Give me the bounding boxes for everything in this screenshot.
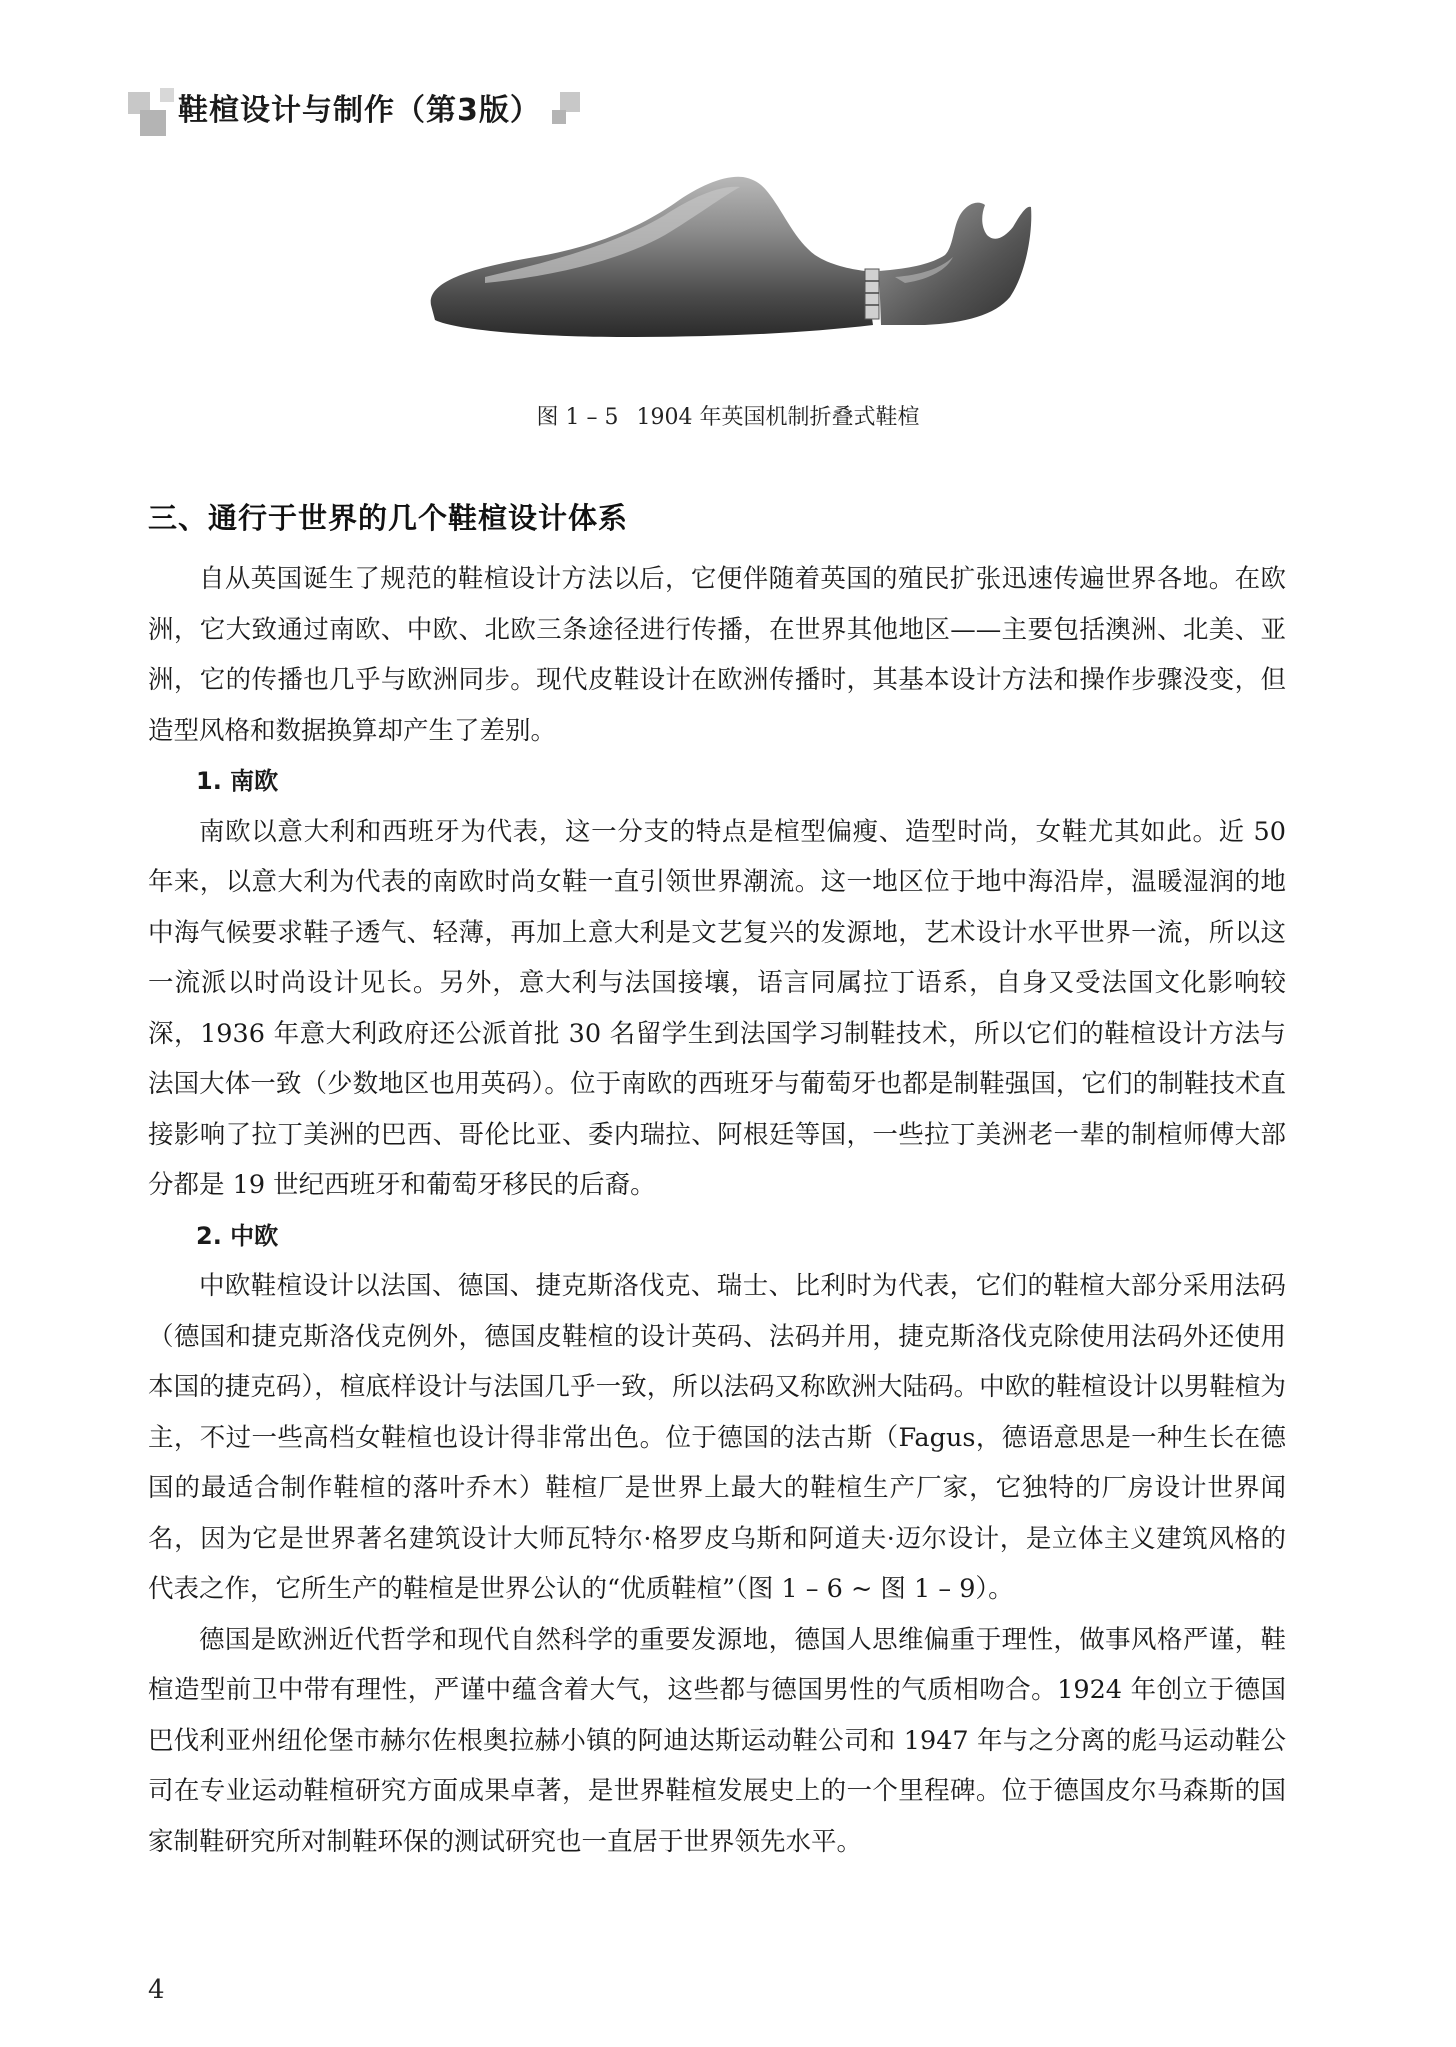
header-decoration [160, 88, 174, 102]
book-title: 鞋楦设计与制作（第3版） [178, 93, 541, 128]
shoe-last-icon [425, 165, 1035, 340]
paragraph-central-europe-1: 中欧鞋楦设计以法国、德国、捷克斯洛伐克、瑞士、比利时为代表，它们的鞋楦大部分采用法码（德国和捷克斯洛伐克例外，德国皮鞋楦的设计英码、法码并用，捷克斯洛伐克除使用法码外还使用本国的捷克码），楦底样设计与法国几乎一致，所以法码又称欧洲大陆码。中欧的鞋楦设计以男鞋楦为主，不过一些高档女鞋楦也设计得非常出色。位于德国的法古斯（Fagus，德语意思是一种生长在德国的最适合制作鞋楦的落叶乔木）鞋楦厂是世界上最大的鞋楦生产厂家，它独特的厂房设计世界闻名，因为它是世界著名建筑设计大师瓦特尔·格罗皮乌斯和阿道夫·迈尔设计，是立体主义建筑风格的代表之作，它所生产的鞋楦是世界公认的“优质鞋楦”（图 1 – 6 ~ 图 1 – 9）。 [148, 1271, 1286, 1604]
figure-caption [0, 400, 1456, 431]
body-text [148, 554, 1286, 1867]
page-number: 4 [148, 1975, 165, 2005]
subsection-heading-central-europe: 2. 中欧 [196, 1221, 279, 1250]
running-header [128, 84, 588, 144]
paragraph-central-europe-2: 德国是欧洲近代哲学和现代自然科学的重要发源地，德国人思维偏重于理性，做事风格严谨，鞋楦造型前卫中带有理性，严谨中蕴含着大气，这些都与德国男性的气质相吻合。1924 年创立于德国巴伐利亚州纽伦堡市赫尔佐根奥拉赫小镇的阿迪达斯运动鞋公司和 1947 年与之分离的彪马运动鞋公司在专业运动鞋楦研究方面成果卓著，是世界鞋楦发展史上的一个里程碑。位于德国皮尔马森斯的国家制鞋研究所对制鞋环保的测试研究也一直居于世界领先水平。 [148, 1624, 1286, 1857]
header-decoration [560, 92, 580, 112]
figure-caption-number: 图 1 – 5 [536, 405, 619, 430]
header-decoration [552, 110, 566, 124]
paragraph-intro: 自从英国诞生了规范的鞋楦设计方法以后，它便伴随着英国的殖民扩张迅速传遍世界各地。在欧洲，它大致通过南欧、中欧、北欧三条途径进行传播，在世界其他地区——主要包括澳洲、北美、亚洲，它的传播也几乎与欧洲同步。现代皮鞋设计在欧洲传播时，其基本设计方法和操作步骤没变，但造型风格和数据换算却产生了差别。 [148, 564, 1286, 746]
figure-caption-text: 1904 年英国机制折叠式鞋楦 [636, 405, 920, 430]
paragraph-south-europe: 南欧以意大利和西班牙为代表，这一分支的特点是楦型偏瘦、造型时尚，女鞋尤其如此。近 50 年来，以意大利为代表的南欧时尚女鞋一直引领世界潮流。这一地区位于地中海沿岸，温暖湿润的地中海气候要求鞋子透气、轻薄，再加上意大利是文艺复兴的发源地，艺术设计水平世界一流，所以这一流派以时尚设计见长。另外，意大利与法国接壤，语言同属拉丁语系，自身又受法国文化影响较深，1936 年意大利政府还公派首批 30 名留学生到法国学习制鞋技术，所以它们的鞋楦设计方法与法国大体一致（少数地区也用英码）。位于南欧的西班牙与葡萄牙也都是制鞋强国，它们的制鞋技术直接影响了拉丁美洲的巴西、哥伦比亚、委内瑞拉、阿根廷等国，一些拉丁美洲老一辈的制楦师傅大部分都是 19 世纪西班牙和葡萄牙移民的后裔。 [148, 816, 1286, 1200]
header-decoration [140, 110, 166, 136]
section-heading: 三、通行于世界的几个鞋楦设计体系 [148, 501, 629, 535]
subsection-heading-south-europe: 1. 南欧 [196, 767, 279, 795]
figure-shoe-last [425, 165, 1035, 340]
